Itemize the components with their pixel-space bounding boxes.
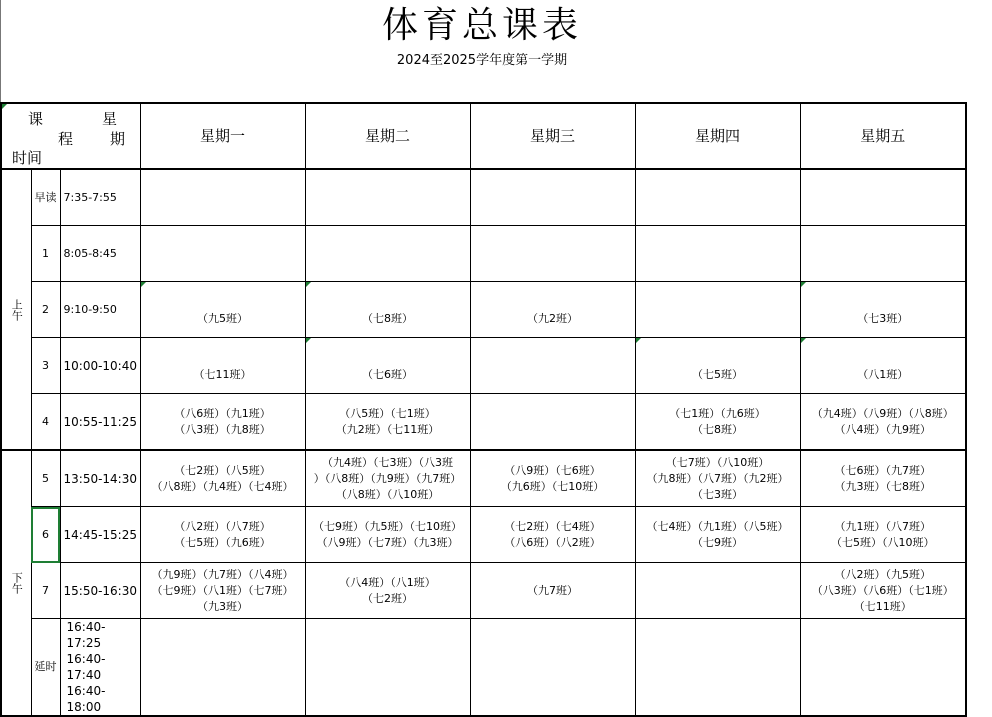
schedule-cell[interactable] [305, 226, 470, 282]
header-corner-cell[interactable] [1, 103, 140, 169]
class-list-text: （七7班）（八10班） （九8班）（八7班）（九2班） （七3班） [646, 455, 789, 501]
day-header-cell[interactable]: 星期四 [635, 103, 800, 169]
day-header-cell[interactable]: 星期二 [305, 103, 470, 169]
half-day-label-afternoon[interactable]: 下午 [1, 450, 31, 716]
class-list-text: （九1班）（八7班） （七5班）（八10班） [831, 519, 935, 549]
period-index-cell[interactable]: 7 [31, 563, 60, 619]
schedule-cell[interactable] [470, 169, 635, 226]
schedule-cell[interactable] [635, 507, 800, 563]
schedule-cell[interactable] [800, 507, 966, 563]
schedule-cell[interactable] [305, 507, 470, 563]
schedule-cell[interactable] [635, 394, 800, 451]
schedule-cell[interactable] [140, 563, 305, 619]
class-list-text: （七3班） [857, 311, 909, 325]
corner-label-cheng: 程 [58, 130, 74, 148]
day-header-cell[interactable]: 星期五 [800, 103, 966, 169]
schedule-cell[interactable] [305, 338, 470, 394]
schedule-cell[interactable] [470, 450, 635, 507]
schedule-cell[interactable] [800, 169, 966, 226]
class-list-text: （九9班）（九7班）（八4班） （七9班）（八1班）（七7班） （九3班） [151, 567, 294, 613]
class-list-text: （七9班）（九5班）（七10班） （八9班）（七7班）（九3班） [313, 519, 462, 549]
corner-label-qi: 期 [110, 130, 126, 148]
period-time-cell[interactable]: 14:45-15:25 [60, 507, 140, 563]
period-index-cell[interactable]: 1 [31, 226, 60, 282]
schedule-table [0, 102, 967, 717]
schedule-cell[interactable] [635, 450, 800, 507]
schedule-cell[interactable] [140, 394, 305, 451]
schedule-cell[interactable] [140, 169, 305, 226]
schedule-cell[interactable] [470, 563, 635, 619]
period-index-cell[interactable]: 延时 [31, 619, 60, 717]
corner-label-shijian: 时间 [12, 149, 43, 167]
class-list-text: （九4班）（八9班）（八8班） （八4班）（九9班） [811, 406, 954, 436]
class-list-text: （七4班）（九1班）（八5班） （七9班） [646, 519, 789, 549]
class-list-text: （九5班） [197, 311, 248, 325]
class-list-text: （八2班）（八7班） （七5班）（九6班） [174, 519, 271, 549]
schedule-cell[interactable] [470, 282, 635, 338]
corner-label-ke: 课 [28, 110, 44, 128]
class-list-text: （七2班）（七4班） （八6班）（八2班） [504, 519, 601, 549]
class-list-text: （七8班） [362, 311, 413, 325]
schedule-cell[interactable] [800, 619, 966, 717]
schedule-cell[interactable] [470, 338, 635, 394]
class-list-text: （八1班） [857, 367, 909, 381]
schedule-cell[interactable] [470, 394, 635, 451]
class-list-text: （七5班） [692, 367, 743, 381]
schedule-cell[interactable] [800, 338, 966, 394]
schedule-cell[interactable] [635, 282, 800, 338]
class-list-text: （七6班） [362, 367, 413, 381]
class-list-text: （七11班） [193, 367, 252, 381]
period-time-cell[interactable]: 7:35-7:55 [60, 169, 140, 226]
period-index-cell[interactable]: 5 [31, 450, 60, 507]
page-subtitle: 2024至2025学年度第一学期 [396, 53, 568, 68]
schedule-cell[interactable] [470, 507, 635, 563]
schedule-cell[interactable] [140, 507, 305, 563]
period-time-cell[interactable]: 16:40-17:25 16:40-17:40 16:40-18:00 [60, 619, 140, 717]
schedule-cell[interactable] [635, 226, 800, 282]
schedule-cell[interactable] [305, 282, 470, 338]
class-list-text: （八5班）（七1班） （九2班）（七11班） [335, 406, 440, 436]
schedule-cell[interactable] [305, 450, 470, 507]
class-list-text: （八4班）（八1班） （七2班） [339, 575, 436, 605]
class-list-text: （七6班）（九7班） （九3班）（七8班） [834, 463, 931, 493]
schedule-cell[interactable] [140, 338, 305, 394]
class-list-text: （八2班）（九5班） （八3班）（八6班）（七1班） （七11班） [811, 567, 954, 613]
class-list-text: （七1班）（九6班） （七8班） [669, 406, 766, 436]
class-list-text: （九2班） [527, 311, 578, 325]
period-index-cell[interactable]: 6 [31, 507, 60, 563]
period-time-cell[interactable]: 8:05-8:45 [60, 226, 140, 282]
half-day-label-morning[interactable]: 上午 [1, 169, 31, 450]
period-index-cell[interactable]: 3 [31, 338, 60, 394]
schedule-cell[interactable] [800, 226, 966, 282]
schedule-cell[interactable] [800, 563, 966, 619]
schedule-cell[interactable] [305, 394, 470, 451]
schedule-cell[interactable] [305, 169, 470, 226]
schedule-cell[interactable] [635, 619, 800, 717]
schedule-cell[interactable] [140, 282, 305, 338]
schedule-cell[interactable] [635, 563, 800, 619]
schedule-cell[interactable] [140, 619, 305, 717]
period-time-cell[interactable]: 10:55-11:25 [60, 394, 140, 451]
schedule-cell[interactable] [470, 619, 635, 717]
day-header-cell[interactable]: 星期一 [140, 103, 305, 169]
schedule-cell[interactable] [800, 282, 966, 338]
schedule-cell[interactable] [305, 619, 470, 717]
period-index-cell[interactable]: 2 [31, 282, 60, 338]
corner-label-xing: 星 [102, 110, 118, 128]
class-list-text: （七2班）（八5班） （八8班）（九4班）（七4班） [151, 463, 294, 493]
schedule-cell[interactable] [635, 338, 800, 394]
period-time-cell[interactable]: 10:00-10:40 [60, 338, 140, 394]
day-header-cell[interactable]: 星期三 [470, 103, 635, 169]
period-index-cell[interactable]: 4 [31, 394, 60, 451]
class-list-text: （八9班）（七6班） （九6班）（七10班） [500, 463, 605, 493]
class-list-text: （九7班） [527, 583, 578, 597]
schedule-cell[interactable] [140, 226, 305, 282]
schedule-cell[interactable] [800, 450, 966, 507]
schedule-cell[interactable] [635, 169, 800, 226]
period-index-cell[interactable]: 早读 [31, 169, 60, 226]
class-list-text: （九4班）（七3班）（八3班 ）（八8班）（九9班）（九7班） （八8班）（八10班） [313, 455, 462, 501]
page-title: 体育总课表 [381, 5, 582, 46]
period-time-cell[interactable]: 9:10-9:50 [60, 282, 140, 338]
schedule-cell[interactable] [800, 394, 966, 451]
schedule-cell[interactable] [470, 226, 635, 282]
period-time-cell[interactable]: 13:50-14:30 [60, 450, 140, 507]
period-time-cell[interactable]: 15:50-16:30 [60, 563, 140, 619]
schedule-cell[interactable] [140, 450, 305, 507]
schedule-cell[interactable] [305, 563, 470, 619]
class-list-text: （八6班）（九1班） （八3班）（九8班） [174, 406, 271, 436]
